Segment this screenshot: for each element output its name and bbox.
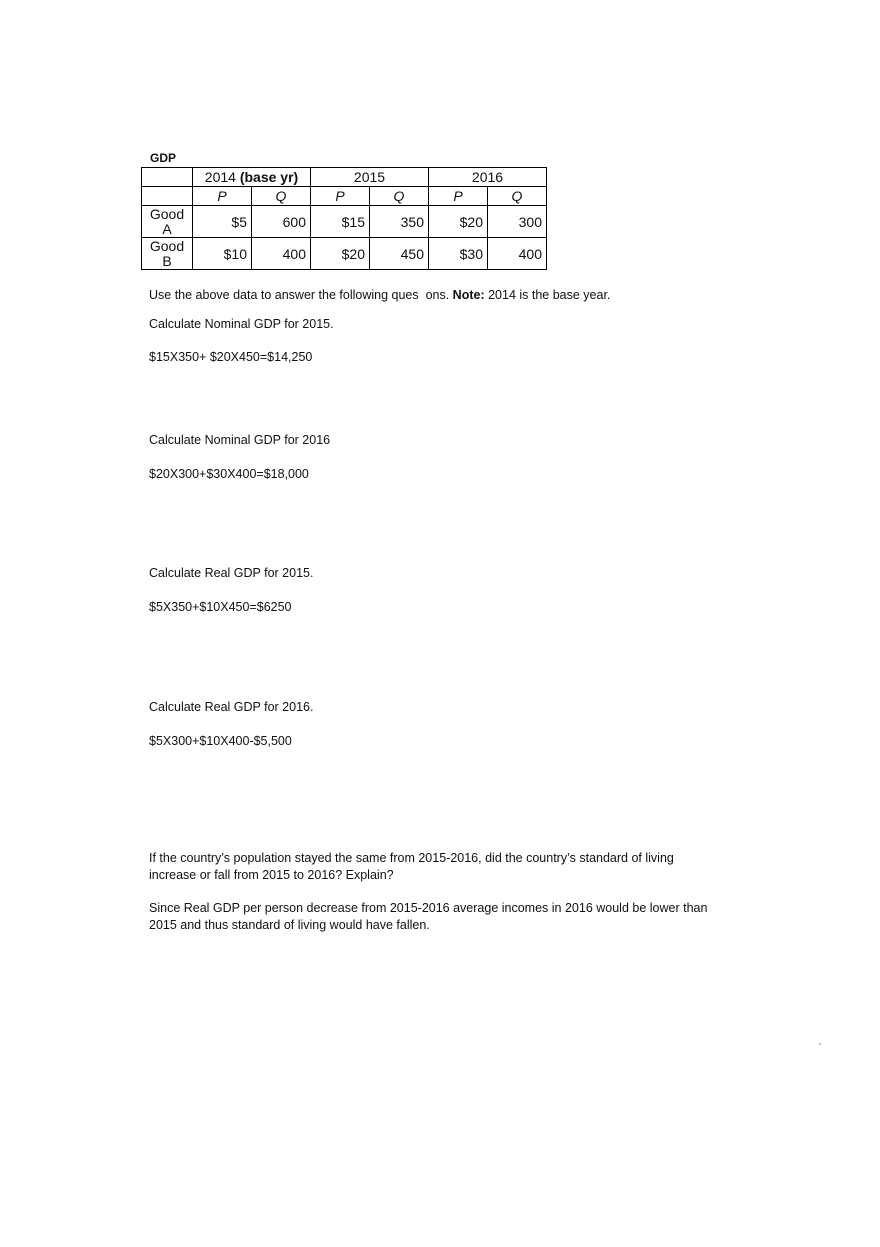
answer-line: Since Real GDP per person decrease from 2015-2016 average incomes in 2016 would be lower than [149, 901, 708, 915]
row-label-line: Good [149, 237, 185, 254]
row-label-line: B [162, 252, 172, 269]
instructions-text: Use the above data to answer the following ques ons. [149, 288, 453, 302]
question-text: Calculate Nominal GDP for 2015. [149, 317, 334, 331]
year-label: 2015 [353, 169, 386, 185]
quantity-header: Q [252, 187, 311, 206]
table-row [142, 238, 547, 270]
table-cell: 400 [252, 238, 311, 270]
year-suffix: (base yr) [239, 169, 299, 185]
table-cell: $5 [193, 206, 252, 238]
row-label-line: A [162, 220, 172, 237]
answer-text: $5X300+$10X400-$5,500 [149, 734, 292, 748]
question-text: Calculate Real GDP for 2016. [149, 700, 314, 714]
final-answer [149, 900, 789, 934]
row-label [142, 238, 193, 270]
question-text: Calculate Real GDP for 2015. [149, 566, 314, 580]
price-header: P [193, 187, 252, 206]
instructions-text: 2014 is the base year. [484, 288, 611, 302]
note-label: Note: [452, 288, 485, 302]
table-cell: $20 [429, 206, 488, 238]
scan-speck [819, 1043, 821, 1045]
year-label: 2016 [471, 169, 504, 185]
table-cell: 450 [370, 238, 429, 270]
answer-text: $20X300+$30X400=$18,000 [149, 467, 309, 481]
quantity-header: Q [370, 187, 429, 206]
gdp-table [141, 167, 547, 270]
row-label-line: Good [149, 205, 185, 222]
page-title: GDP [150, 151, 177, 165]
table-cell: $15 [311, 206, 370, 238]
table-row [142, 206, 547, 238]
price-header: P [311, 187, 370, 206]
table-corner-cell [142, 168, 193, 187]
year-header-2015 [311, 168, 429, 187]
question-line: If the country’s population stayed the same from 2015-2016, did the country’s standard of living [149, 851, 674, 865]
table-cell: 300 [488, 206, 547, 238]
answer-text: $15X350+ $20X450=$14,250 [149, 350, 313, 364]
question-line: increase or fall from 2015 to 2016? Explain? [149, 868, 394, 882]
year-header-2014 [193, 168, 311, 187]
table-header-years [142, 168, 547, 187]
answer-text: $5X350+$10X450=$6250 [149, 600, 292, 614]
table-cell: $20 [311, 238, 370, 270]
table-cell: 350 [370, 206, 429, 238]
table-cell: $10 [193, 238, 252, 270]
table-cell: 400 [488, 238, 547, 270]
row-label [142, 206, 193, 238]
table-header-pq [142, 187, 547, 206]
year-label: 2014 [204, 169, 236, 185]
question-text: Calculate Nominal GDP for 2016 [149, 433, 331, 447]
table-blank-cell [142, 187, 193, 206]
table-cell: 600 [252, 206, 311, 238]
instructions [149, 287, 729, 304]
final-question [149, 850, 789, 884]
quantity-header: Q [488, 187, 547, 206]
answer-line: 2015 and thus standard of living would have fallen. [149, 918, 430, 932]
year-header-2016 [429, 168, 547, 187]
table-cell: $30 [429, 238, 488, 270]
price-header: P [429, 187, 488, 206]
